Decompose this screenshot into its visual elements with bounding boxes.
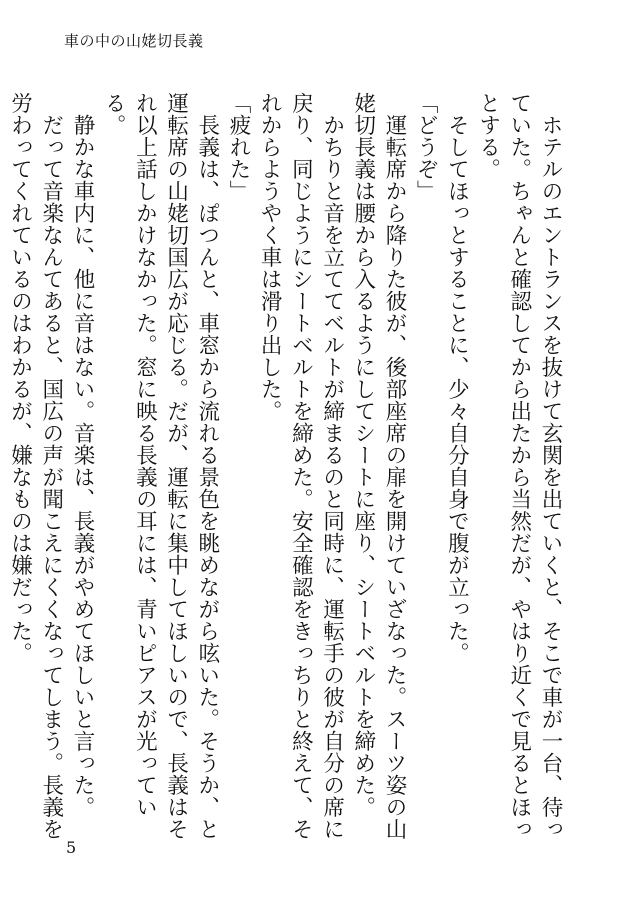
paragraph: 静かな車内に、他に音はない。音楽は、長義がやめてほしいと言った。 xyxy=(69,113,95,818)
paragraph: 長義は、ぽつんと、車窓から流れる景色を眺めながら呟いた。そうか、と運転席の山姥切国広が応じる。だが、運転に集中してほしいので、長義はそれ以上話しかけなかった。窓に映る長義の耳には、青いピアスが光っている。 xyxy=(101,92,220,840)
paragraph: 運転席から降りた彼が、後部座席の扉を開けていざなった。スーツ姿の山姥切長義は腰から入るようにしてシートに座り、シートベルトを締めた。 xyxy=(350,92,407,840)
body-text xyxy=(7,92,566,852)
paragraph: そしてほっとすることに、少々自分自身で腹が立った。 xyxy=(444,113,470,664)
paragraph: だって音楽なんてあると、国広の声が聞こえにくくなってしまう。長義を労わってくれているのはわかるが、嫌なものは嫌だった。 xyxy=(7,92,64,840)
dialogue-paragraph: 「どうぞ」 xyxy=(413,92,439,202)
paragraph: ホテルのエントランスを抜けて玄関を出ていくと、そこで車が一台、待っていた。ちゃんと確認してから出たから当然だが、やはり近くで見るとほっとする。 xyxy=(475,92,563,840)
running-header: 車の中の山姥切長義 xyxy=(64,32,204,50)
dialogue-paragraph: 「疲れた」 xyxy=(225,92,251,202)
paragraph: かちりと音を立ててベルトが締まるのと同時に、運転手の彼が自分の席に戻り、同じようにシートベルトを締めた。安全確認をきっちりと終えて、それからようやく車は滑り出した。 xyxy=(257,92,345,840)
page-number: 5 xyxy=(66,838,77,857)
